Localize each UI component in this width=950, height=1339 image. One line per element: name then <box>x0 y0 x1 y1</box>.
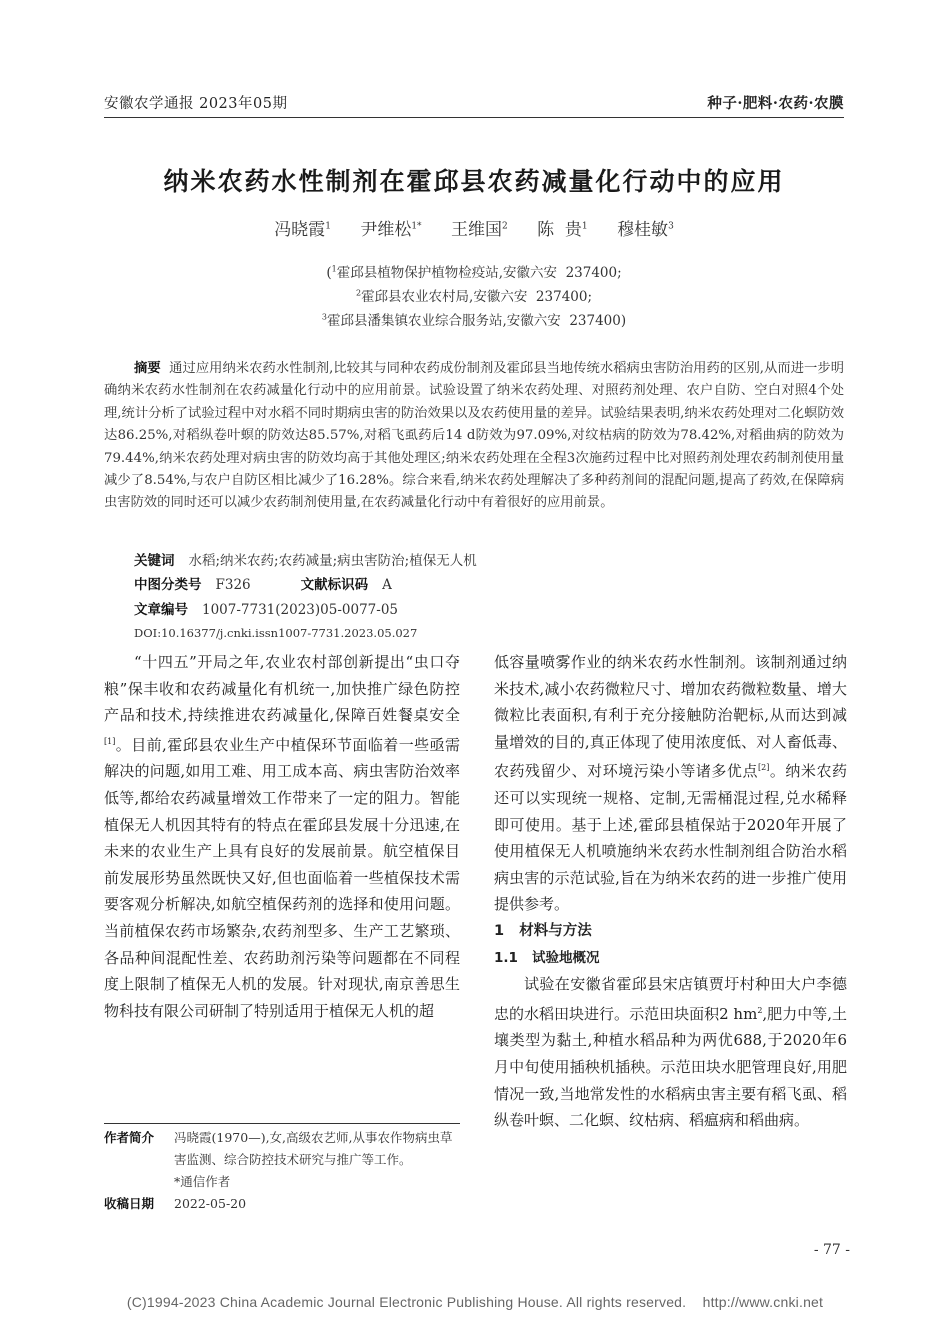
right-column <box>494 649 847 1134</box>
abstract-text: 通过应用纳米农药水性制剂,比较其与同种农药成份制剂及霍邱县当地传统水稻病虫害防治用药的区别,从而进一步明确纳米农药水性制剂在农药减量化行动中的应用前景。试验设置了纳米农药处理、对照药剂处理、农户自防、空白对照4个处理,统计分析了试验过程中对水稻不同时期病虫害的防治效果以及农药使用量的差异。试验结果表明,纳米农药处理对二化螟防效达86.25%,对稻纵卷叶螟的防效达85.57%,对稻飞虱药后14 d防效为97.09%,对纹枯病的防效为78.42%,对稻曲病的防效为79.44%,纳米农药处理对病虫害的防效均高于其他处理区;纳米农药处理在全程3次施药过程中比对照药剂处理农药制剂使用量减少了8.54%,与农户自防区相比减少了16.28%。综合来看,纳米农药处理解决了多种药剂间的混配问题,提高了药效,在保障病虫害防效的同时还可以减少农药制剂使用量,在农药减量化行动中有着很好的应用前景。 <box>104 361 844 511</box>
left-column <box>104 649 460 1024</box>
abstract <box>104 358 844 515</box>
footnote: 作者简介 冯晓霞(1970—),女,高级农艺师,从事农作物病虫草害监测、综合防控技术研究与推广等工作。 *通信作者 收稿日期 2022-05-20 <box>104 1127 464 1215</box>
author: 尹维松$^{1*}$ <box>360 220 422 240</box>
intro-paragraph: “十四五”开局之年,农业农村部创新提出“虫口夺粮”保丰收和农药减量化有机统一,加快推广绿色防控产品和技术,持续推进农药减量化,保障百姓餐桌安全[1]。目前,霍邱县农业生产中植保环节面临着一些亟需解决的问题,如用工难、用工成本高、病虫害防治效率低等,都给农药减量增效工作带来了一定的阻力。智能植保无人机因其特有的特点在霍邱县发展十分迅速,在未来的农业生产上具有良好的发展前景。航空植保目前发展形势虽然既快又好,但也面临着一些植保技术需要客观分析解决,如航空植保药剂的选择和使用问题。当前植保农药市场繁杂,农药剂型多、生产工艺繁琐、各品种间混配性差、农药助剂污染等问题都在不同程度上限制了植保无人机的发展。针对现状,南京善思生物科技有限公司研制了特别适用于植保无人机的超 <box>104 653 460 1020</box>
keywords: 关键词 水稻;纳米农药;农药减量;病虫害防治;植保无人机 <box>134 553 477 569</box>
author-bio: 冯晓霞(1970—),女,高级农艺师,从事农作物病虫草害监测、综合防控技术研究与推广等工作。 <box>174 1130 453 1167</box>
author: 王维国$^2$ <box>450 220 508 240</box>
citation-ref: [2] <box>758 763 770 773</box>
author: 陈 贵$^1$ <box>537 220 588 240</box>
header-rule <box>104 117 844 118</box>
classification: 中图分类号 F326 文献标识码 A <box>134 577 392 593</box>
corresponding-note: *通信作者 <box>174 1174 231 1189</box>
affiliation-3: $^3$霍邱县潘集镇农业综合服务站,安徽六安 237400) <box>321 312 627 329</box>
subsection-heading: 1.1 试验地概况 <box>494 949 600 966</box>
doi: DOI:10.16377/j.cnki.issn1007-7731.2023.05.027 <box>134 626 418 640</box>
journal-header: 安徽农学通报 2023年05期 <box>104 96 288 112</box>
article-title: 纳米农药水性制剂在霍邱县农药减量化行动中的应用 <box>163 167 785 196</box>
received-date: 2022-05-20 <box>174 1196 247 1211</box>
copyright-line: (C)1994-2023 China Academic Journal Electronic Publishing House. All rights reserved. http://www.cnki.net <box>126 1294 824 1310</box>
site-paragraph: 试验在安徽省霍邱县宋店镇贾圩村种田大户李德忠的水稻田块进行。示范田块面积2 $hm^2$,肥力中等,土壤类型为黏土,种植水稻品种为两优688,于2020年6月中旬使用插秧机插秧。示范田块水肥管理良好,用肥情况一致,当地常发性的水稻病虫害主要有稻飞虱、稻纵卷叶螟、二化螟、纹枯病、稻瘟病和稻曲病。 <box>494 975 847 1130</box>
article-number: 文章编号 1007-7731(2023)05-0077-05 <box>134 602 399 618</box>
affiliation-1: ($^1$霍邱县植物保护植物检疫站,安徽六安 237400; <box>326 264 622 281</box>
citation-ref: [1] <box>104 736 116 746</box>
author-list <box>104 215 844 240</box>
affiliation-2: $^2$霍邱县农业农村局,安徽六安 237400; <box>355 288 593 305</box>
section-heading: 1 材料与方法 <box>494 922 592 939</box>
intro-continued: 低容量喷雾作业的纳米农药水性制剂。该制剂通过纳米技术,减小农药微粒尺寸、增加农药微粒数量、增大微粒比表面积,有利于充分接触防治靶标,从而达到减量增效的目的,真正体现了使用浓度低、对人畜低毒、农药残留少、对环境污染小等诸多优点[2]。纳米农药还可以实现统一规格、定制,无需桶混过程,兑水稀释即可使用。基于上述,霍邱县植保站于2020年开展了使用植保无人机喷施纳米农药水性制剂组合防治水稻病虫害的示范试验,旨在为纳米农药的进一步推广使用提供参考。 <box>494 653 847 914</box>
author: 穆桂敏$^3$ <box>617 220 674 240</box>
section-header: 种子·肥料·农药·农膜 <box>707 95 844 112</box>
page-number: - 77 - <box>813 1242 850 1258</box>
abstract-label: 摘要 <box>134 361 161 376</box>
author: 冯晓霞$^1$ <box>274 220 331 240</box>
footnote-rule <box>104 1123 460 1124</box>
